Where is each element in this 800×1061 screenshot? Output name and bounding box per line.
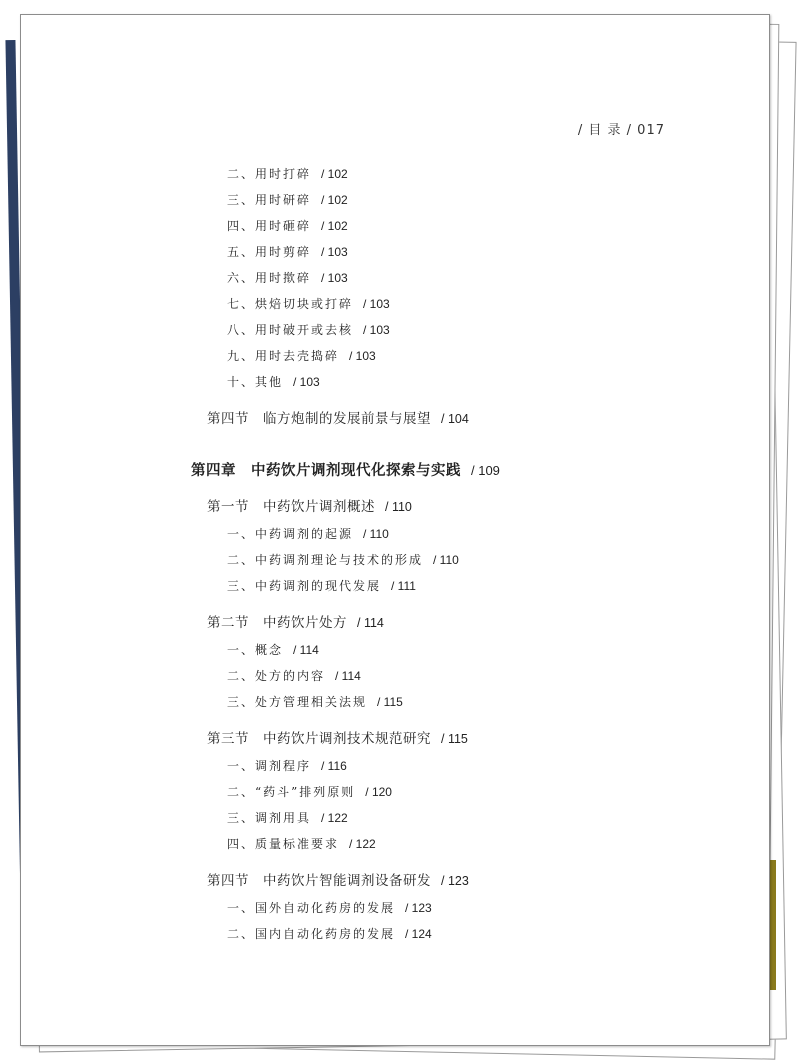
toc-title: 第四节 临方炮制的发展前景与展望 — [207, 411, 431, 427]
toc-section — [207, 869, 469, 889]
toc-item — [227, 925, 432, 942]
toc-title: 第四章 中药饮片调剂现代化探索与实践 — [191, 462, 461, 479]
toc-chapter — [191, 459, 500, 480]
toc-item — [227, 373, 320, 390]
toc-page-number: / 102 — [321, 193, 348, 207]
toc-title: 第一节 中药饮片调剂概述 — [207, 499, 375, 515]
toc-section — [207, 611, 384, 631]
toc-page-number: / 116 — [321, 759, 347, 773]
toc-page-number: / 103 — [293, 375, 320, 389]
toc-item — [227, 693, 403, 710]
running-header: / 目 录 / 017 — [577, 123, 665, 138]
toc-section — [207, 407, 469, 427]
toc-page-number: / 109 — [471, 463, 500, 478]
toc-item — [227, 667, 361, 684]
toc-item — [227, 243, 348, 260]
toc-page-number: / 124 — [405, 927, 432, 941]
toc-item — [227, 165, 348, 182]
toc-title: 三、处方管理相关法规 — [227, 695, 368, 709]
toc-section — [207, 727, 468, 747]
toc-title: 二、国内自动化药房的发展 — [227, 927, 396, 941]
toc-page — [20, 14, 770, 1046]
toc-item — [227, 577, 416, 594]
toc-title: 七、烘焙切块或打碎 — [227, 297, 354, 311]
toc-page-number: / 102 — [321, 219, 348, 233]
toc-page-number: / 103 — [321, 245, 348, 259]
toc-title: 一、调剂程序 — [227, 759, 312, 773]
toc-title: 二、处方的内容 — [227, 669, 326, 683]
toc-title: 八、用时破开或去核 — [227, 323, 354, 337]
toc-title: 二、“药斗”排列原则 — [227, 785, 356, 799]
toc-page-number: / 110 — [433, 553, 459, 567]
toc-page-number: / 114 — [357, 616, 384, 630]
toc-title: 五、用时剪碎 — [227, 245, 312, 259]
toc-item — [227, 641, 319, 658]
toc-title: 一、中药调剂的起源 — [227, 527, 354, 541]
toc-page-number: / 110 — [385, 500, 412, 514]
toc-page-number: / 103 — [349, 349, 376, 363]
toc-title: 六、用时揿碎 — [227, 271, 312, 285]
toc-page-number: / 115 — [441, 732, 468, 746]
toc-item — [227, 321, 390, 338]
toc-page-number: / 120 — [365, 785, 392, 799]
toc-item — [227, 217, 348, 234]
toc-page-number: / 115 — [377, 695, 403, 709]
toc-item — [227, 835, 376, 852]
toc-title: 一、概念 — [227, 643, 284, 657]
toc-page-number: / 103 — [363, 297, 390, 311]
toc-title: 第三节 中药饮片调剂技术规范研究 — [207, 731, 431, 747]
toc-item — [227, 551, 459, 568]
toc-title: 三、中药调剂的现代发展 — [227, 579, 382, 593]
toc-title: 二、中药调剂理论与技术的形成 — [227, 553, 424, 567]
toc-item — [227, 269, 348, 286]
toc-page-number: / 122 — [349, 837, 376, 851]
toc-title: 四、质量标准要求 — [227, 837, 340, 851]
toc-item — [227, 295, 390, 312]
toc-item — [227, 809, 348, 826]
toc-page-number: / 102 — [321, 167, 348, 181]
toc-item — [227, 757, 347, 774]
toc-page-number: / 123 — [441, 874, 469, 888]
toc-page-number: / 114 — [293, 643, 319, 657]
toc-item — [227, 783, 392, 800]
toc-page-number: / 114 — [335, 669, 361, 683]
toc-title: 十、其他 — [227, 375, 284, 389]
toc-title: 四、用时砸碎 — [227, 219, 312, 233]
toc-title: 三、用时研碎 — [227, 193, 312, 207]
toc-page-number: / 122 — [321, 811, 348, 825]
toc-page-number: / 103 — [321, 271, 348, 285]
toc-item — [227, 525, 389, 542]
toc-title: 一、国外自动化药房的发展 — [227, 901, 396, 915]
toc-item — [227, 347, 376, 364]
toc-page-number: / 104 — [441, 412, 469, 426]
toc-item — [227, 191, 348, 208]
toc-page-number: / 111 — [391, 579, 416, 593]
toc-title: 九、用时去壳捣碎 — [227, 349, 340, 363]
toc-page-number: / 110 — [363, 527, 389, 541]
toc-title: 三、调剂用具 — [227, 811, 312, 825]
toc-title: 二、用时打碎 — [227, 167, 312, 181]
toc-title: 第二节 中药饮片处方 — [207, 615, 347, 631]
toc-item — [227, 899, 432, 916]
toc-page-number: / 123 — [405, 901, 432, 915]
toc-title: 第四节 中药饮片智能调剂设备研发 — [207, 873, 431, 889]
toc-page-number: / 103 — [363, 323, 390, 337]
toc-section — [207, 495, 412, 515]
